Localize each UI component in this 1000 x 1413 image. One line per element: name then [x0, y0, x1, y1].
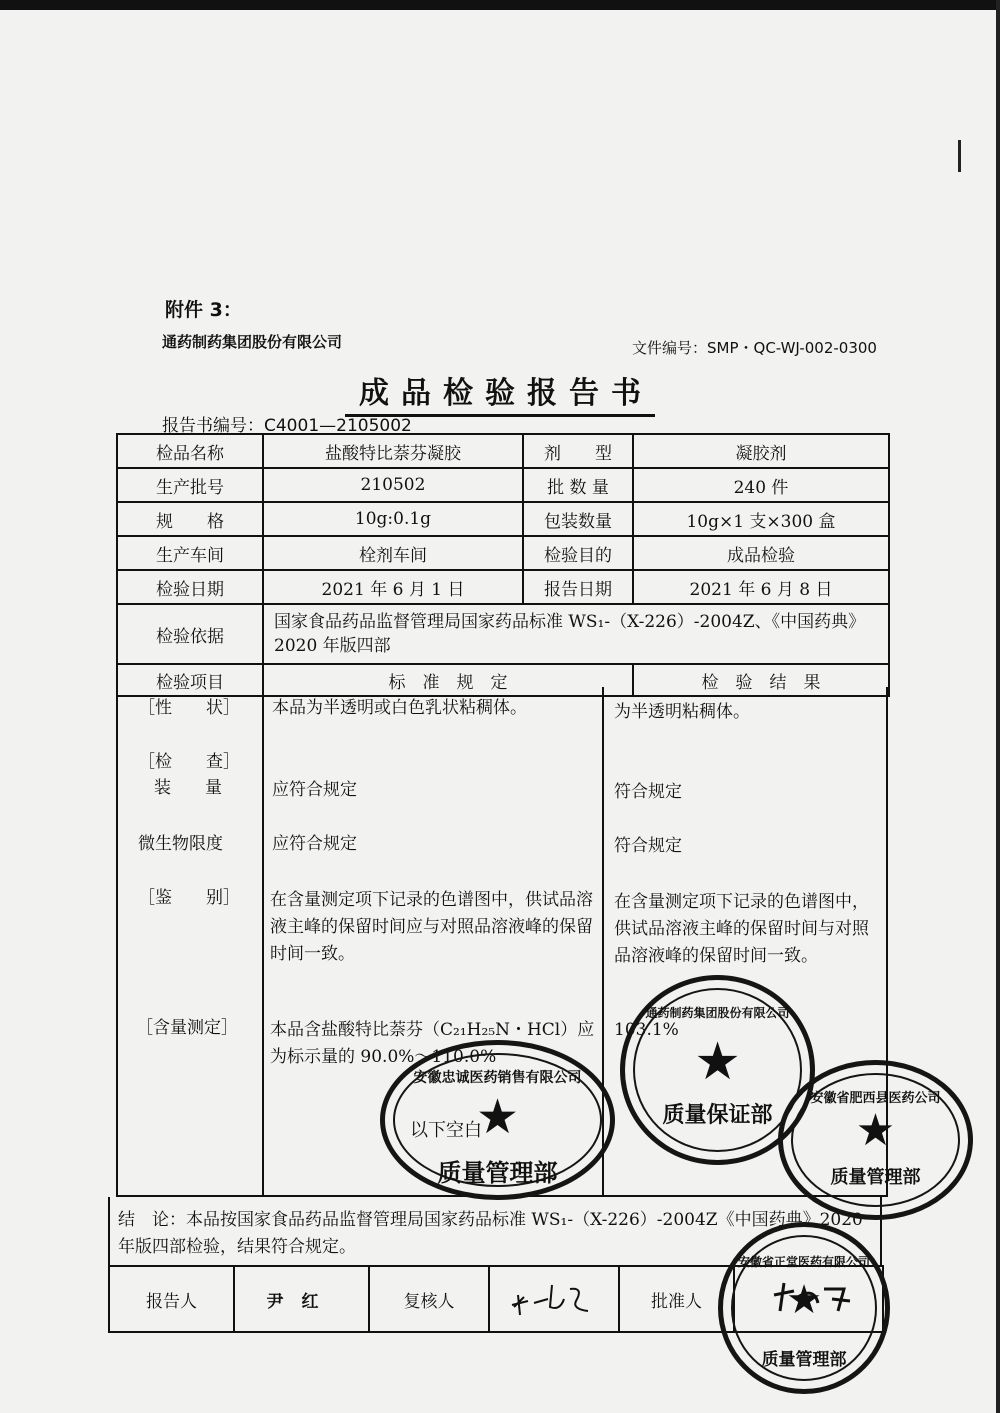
report-date: 2021 年 6 月 8 日	[633, 570, 889, 604]
table-row	[117, 468, 889, 502]
standard-text: 在含量测定项下记录的色谱图中，供试品溶液主峰的保留时间应与对照品溶液峰的保留时间一致。	[270, 890, 593, 964]
star-icon: ★	[786, 1277, 822, 1323]
batch-quantity: 240 件	[633, 468, 889, 502]
standard-text: 本品含盐酸特比萘芬（C₂₁H₂₅N・HCl）应为标示量的 90.0%～110.0%	[270, 1020, 595, 1067]
test-purpose: 成品检验	[633, 536, 889, 570]
company-seal	[778, 1060, 973, 1220]
company-name: 通药制药集团股份有限公司	[162, 333, 343, 351]
reporter-signature: 尹红	[234, 1266, 369, 1332]
table-row	[117, 536, 889, 570]
standard-text: 应符合规定	[272, 780, 357, 800]
item-label: ［检 查］	[138, 752, 240, 772]
dosage-form: 凝胶剂	[633, 434, 889, 468]
cell-label: 生产批号	[117, 468, 263, 502]
cell-label: 包装数量	[523, 502, 633, 536]
company-seal	[380, 1040, 615, 1200]
title-text: 成品检验报告书	[345, 368, 655, 417]
cell-label: 检品名称	[117, 434, 263, 468]
item-label: ［鉴 别］	[138, 888, 240, 908]
cell-label: 检验依据	[117, 604, 263, 664]
column-header-result: 检 验 结 果	[633, 664, 889, 696]
column-header-standard: 标 准 规 定	[263, 664, 633, 696]
item-label: 装 量	[154, 778, 222, 798]
cell-label: 检验日期	[117, 570, 263, 604]
blank-note: 以下空白	[410, 1120, 482, 1141]
product-name: 盐酸特比萘芬凝胶	[263, 434, 523, 468]
seal-text: 质量管理部	[830, 1167, 921, 1188]
item-label: ［含量测定］	[136, 1018, 238, 1038]
scan-edge	[0, 0, 1000, 10]
cell-label: 检验目的	[523, 536, 633, 570]
test-basis: 国家食品药品监督管理局国家药品标准 WS₁-（X-226）-2004Z、《中国药典》2020 年版四部	[263, 604, 889, 664]
specification: 10g:0.1g	[263, 502, 523, 536]
item-label: ［性 状］	[138, 698, 240, 718]
info-table	[116, 433, 890, 697]
test-date: 2021 年 6 月 1 日	[263, 570, 523, 604]
cell-label: 生产车间	[117, 536, 263, 570]
package-quantity: 10g×1 支×300 盒	[633, 502, 889, 536]
column-divider	[262, 687, 264, 1197]
cell-label: 批准人	[619, 1266, 734, 1332]
star-icon: ★	[855, 1105, 896, 1156]
seal-text: 质量管理部	[437, 1158, 558, 1187]
item-label: 微生物限度	[138, 834, 223, 854]
table-row	[117, 502, 889, 536]
seal-text: 质量保证部	[662, 1102, 773, 1128]
result-text: 103.1%	[614, 1020, 679, 1040]
file-number: 文件编号：SMP・QC-WJ-002-0300	[632, 339, 877, 357]
scan-mark	[958, 140, 961, 172]
reviewer-signature	[489, 1266, 619, 1332]
table-row	[117, 434, 889, 468]
result-text: 在含量测定项下记录的色谱图中，供试品溶液主峰的保留时间与对照品溶液峰的保留时间一致。	[614, 892, 869, 966]
standard-text: 本品为半透明或白色乳状粘稠体。	[272, 698, 527, 718]
cell-label: 剂 型	[523, 434, 633, 468]
cell-label: 批 数 量	[523, 468, 633, 502]
star-icon: ★	[475, 1089, 520, 1145]
result-text: 为半透明粘稠体。	[614, 702, 750, 722]
result-text: 符合规定	[614, 782, 682, 802]
company-seal	[718, 1222, 890, 1394]
cell-label: 复核人	[369, 1266, 489, 1332]
seal-arc-text: 安徽省肥西县医药公司	[810, 1091, 941, 1106]
seal-text: 质量管理部	[761, 1350, 847, 1370]
handwritten-signature	[504, 1277, 604, 1317]
seal-arc-text: 安徽忠诚医药销售有限公司	[413, 1070, 582, 1086]
seal-arc-text: 通药制药集团股份有限公司	[645, 1006, 790, 1020]
cell-label: 报告日期	[523, 570, 633, 604]
standard-text: 应符合规定	[272, 834, 357, 854]
column-header-item: 检验项目	[117, 664, 263, 696]
attachment-label: 附件 3：	[165, 299, 242, 321]
seal-arc-text: 安徽省正堂医药有限公司	[737, 1255, 870, 1269]
report-number: 报告书编号：C4001—2105002	[162, 416, 412, 436]
star-icon: ★	[694, 1032, 741, 1092]
batch-number: 210502	[263, 468, 523, 502]
workshop: 栓剂车间	[263, 536, 523, 570]
cell-label: 规 格	[117, 502, 263, 536]
conclusion: 结 论：本品按国家食品药品监督管理局国家药品标准 WS₁-（X-226）-2004Z《中国药典》2020 年版四部检验，结果符合规定。	[108, 1197, 882, 1265]
table-row	[117, 604, 889, 664]
document-title	[0, 368, 1000, 417]
table-row	[117, 570, 889, 604]
result-text: 符合规定	[614, 836, 682, 856]
cell-label: 报告人	[109, 1266, 234, 1332]
scan-edge	[996, 0, 1000, 1413]
